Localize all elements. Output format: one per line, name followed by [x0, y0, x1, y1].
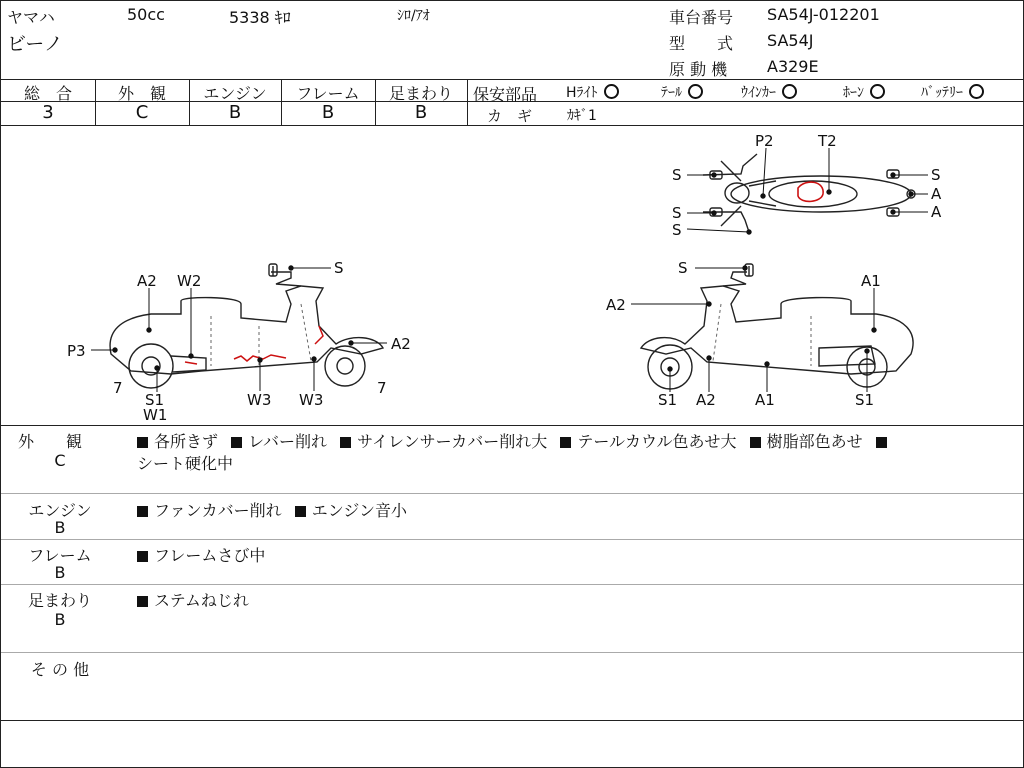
divider	[95, 79, 96, 125]
divider	[467, 79, 468, 125]
diagram-label: A2	[391, 335, 411, 353]
safety-item-winker	[741, 82, 797, 102]
note-grade-engine: B	[54, 518, 66, 537]
model-type-label: 型 式	[669, 34, 734, 53]
grade-frame: B	[321, 102, 335, 123]
note-items-engine	[137, 498, 415, 521]
diagram-label: S1	[855, 391, 875, 409]
safety-parts-title: 保安部品	[473, 85, 538, 104]
note-items-exterior	[137, 429, 893, 452]
grade-exterior: C	[135, 102, 149, 123]
bullet-square-icon	[750, 437, 761, 448]
bullet-square-icon	[876, 437, 887, 448]
divider	[375, 79, 376, 125]
divider	[1, 652, 1023, 653]
bullet-square-icon	[560, 437, 571, 448]
divider	[1, 425, 1023, 426]
safety-item-label: ｳｲﾝｶｰ	[741, 85, 776, 101]
diagram-label: S	[672, 204, 682, 222]
damage-mark	[798, 182, 823, 201]
diagram-label: S	[931, 166, 941, 184]
grade-engine: B	[228, 102, 242, 123]
note-item: サイレンサーカバー削れ大	[340, 432, 547, 451]
grade-header-frame: フレーム	[296, 84, 360, 103]
grade-suspension: B	[414, 102, 428, 123]
safety-item-horn	[843, 82, 885, 102]
safety-item-label: ﾊﾞｯﾃﾘｰ	[921, 85, 963, 101]
diagram-label: S1	[145, 391, 165, 409]
damage-diagram	[1, 126, 1023, 424]
mileage: 5338 ｷﾛ	[229, 8, 291, 27]
grade-header-exterior: 外 観	[117, 84, 166, 103]
divider	[1, 79, 1023, 80]
grade-overall: 3	[42, 102, 54, 123]
model-type-value: SA54J	[767, 31, 814, 50]
other-label: そ の 他	[30, 660, 90, 679]
note-grade-exterior: C	[54, 451, 66, 470]
safety-item-headlight	[566, 82, 619, 102]
key-value: ｶｷﾞ1	[567, 108, 597, 124]
bullet-square-icon	[137, 551, 148, 562]
grade-header-suspension: 足まわり	[388, 84, 453, 103]
engine-model-label: 原 動 機	[669, 60, 728, 79]
diagram-label: A	[931, 203, 942, 221]
model-name: ビーノ	[7, 33, 63, 55]
note-item: フレームさび中	[137, 546, 265, 565]
diagram-label: S1	[658, 391, 678, 409]
diagram-label: W1	[143, 406, 168, 424]
note-item: ファンカバー削れ	[137, 501, 282, 520]
diagram-label: A1	[755, 391, 775, 409]
engine-model-value: A329E	[767, 57, 819, 76]
bullet-square-icon	[137, 506, 148, 517]
divider	[189, 79, 190, 125]
diagram-label: W3	[299, 391, 324, 409]
note-grade-frame: B	[54, 563, 66, 582]
grade-header-overall: 総 合	[23, 84, 72, 103]
ok-circle-icon	[782, 84, 797, 99]
diagram-label: S	[672, 221, 682, 239]
diagram-label: P2	[755, 132, 774, 150]
chassis-number-label: 車台番号	[669, 8, 734, 27]
divider	[1, 539, 1023, 540]
ok-circle-icon	[870, 84, 885, 99]
safety-item-taillight	[661, 82, 703, 102]
ok-circle-icon	[604, 84, 619, 99]
note-item: レバー削れ	[231, 432, 327, 451]
safety-item-battery	[921, 82, 984, 102]
divider	[281, 79, 282, 125]
note-category-engine: エンジン	[28, 501, 92, 520]
displacement: 50cc	[127, 5, 165, 24]
diagram-label: W2	[177, 272, 202, 290]
scooter-top-view	[703, 154, 915, 232]
note-grade-suspension: B	[54, 610, 66, 629]
note-item: テールカウル色あせ大	[560, 432, 736, 451]
damage-mark	[185, 362, 197, 364]
safety-item-label: ﾃｰﾙ	[661, 85, 682, 101]
diagram-label: T2	[818, 132, 837, 150]
note-item: 各所きず	[137, 432, 218, 451]
chassis-number-value: SA54J-012201	[767, 5, 880, 24]
diagram-label: A	[931, 185, 942, 203]
note-item: エンジン音小	[295, 501, 407, 520]
diagram-label: S	[678, 259, 688, 277]
ok-circle-icon	[688, 84, 703, 99]
key-label: カ ギ	[487, 107, 533, 125]
diagram-label: A2	[137, 272, 157, 290]
diagram-label: A2	[696, 391, 716, 409]
diagram-label: P3	[67, 342, 86, 360]
bullet-square-icon	[137, 437, 148, 448]
diagram-label: 7	[113, 379, 123, 397]
diagram-label: 7	[377, 379, 387, 397]
diagram-label: S	[672, 166, 682, 184]
diagram-label: S	[334, 259, 344, 277]
safety-item-label: Hﾗｲﾄ	[566, 85, 598, 101]
divider	[1, 493, 1023, 494]
divider	[1, 101, 467, 102]
note-items-frame	[137, 543, 273, 566]
safety-item-label: ﾎｰﾝ	[843, 85, 864, 101]
bullet-square-icon	[231, 437, 242, 448]
bullet-square-icon	[137, 596, 148, 607]
note-item: ステムねじれ	[137, 591, 249, 610]
bullet-square-icon	[340, 437, 351, 448]
note-category-frame: フレーム	[28, 546, 92, 565]
divider	[1, 720, 1023, 721]
grade-header-engine: エンジン	[203, 84, 267, 103]
maker: ヤマハ	[7, 8, 55, 27]
diagram-label: W3	[247, 391, 272, 409]
diagram-label: A1	[861, 272, 881, 290]
bullet-square-icon	[295, 506, 306, 517]
note-continuation-exterior: シート硬化中	[137, 454, 234, 473]
divider	[1, 584, 1023, 585]
note-item: 樹脂部色あせ	[750, 432, 863, 451]
note-items-suspension	[137, 588, 257, 611]
note-category-suspension: 足まわり	[27, 591, 92, 610]
body-color: ｼﾛ/ｱｵ	[397, 8, 430, 24]
note-category-exterior: 外 観	[17, 432, 82, 451]
diagram-label: A2	[606, 296, 626, 314]
ok-circle-icon	[969, 84, 984, 99]
